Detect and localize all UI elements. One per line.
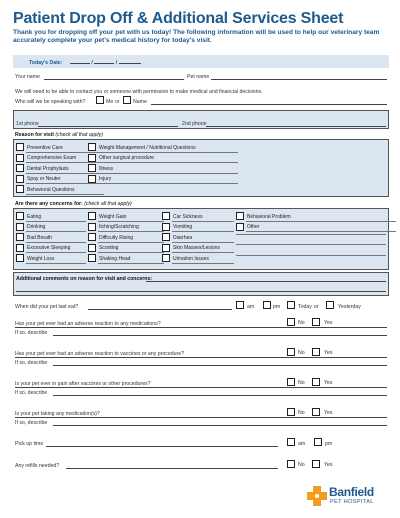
reason-0-0-rule [26,152,104,153]
concern-0-3-label: Excessive Sleeping [27,245,71,252]
pickup-pm-checkbox[interactable] [314,438,322,446]
refills-no-checkbox[interactable] [287,460,295,468]
concern-2-3-checkbox[interactable] [162,244,170,252]
concern-other-rule-2[interactable] [236,255,386,256]
speaking-name-checkbox[interactable] [123,96,131,104]
question-1-yes-label: Yes [324,350,333,356]
question-3-no-label: No [298,410,305,416]
pickup-label: Pick up time [15,441,44,447]
date-sep-2: / [115,60,118,66]
refills-field[interactable] [66,468,278,469]
speaking-me-checkbox[interactable] [96,96,104,104]
concern-2-4-rule [172,263,234,264]
reason-1-0-label: Weight Management / Nutritional Questions [99,144,196,151]
reason-0-0-label: Preventive Care [27,144,63,151]
concern-0-1-checkbox[interactable] [16,223,24,231]
comments-field-2[interactable] [16,291,386,292]
question-3-rule [15,417,387,418]
banfield-logo [307,484,391,510]
todays-date-row [13,55,389,68]
question-0-rule [15,327,387,328]
question-1-no-checkbox[interactable] [287,348,295,356]
last-ate-or-label: or [314,304,319,310]
permission-text: We will need to be able to contact you or someone with permission to make medical and financial decisions. [15,89,263,95]
reason-0-2-label: Dental Prophylaxis [27,165,69,172]
concern-3-1-rule [246,231,396,232]
refills-yes-checkbox[interactable] [312,460,320,468]
concern-2-3-rule [172,252,234,253]
reason-0-1-checkbox[interactable] [16,154,24,162]
refills-yes-label: Yes [324,462,333,468]
todays-date-label: Today's Date: [29,60,63,66]
date-month-field[interactable] [70,59,93,66]
last-ate-today-checkbox[interactable] [287,301,295,309]
last-ate-today-label: Today [298,304,312,310]
concerns-header: Are there any concerns for: (check all that apply) [15,201,132,207]
concern-0-2-rule [26,242,86,243]
concern-3-1-checkbox[interactable] [236,223,244,231]
question-0-no-label: No [298,320,305,326]
reason-0-1-label: Comprehensive Exam [27,155,77,162]
concern-1-4-rule [98,263,164,264]
concern-0-4-checkbox[interactable] [16,254,24,262]
question-2-no-label: No [298,380,305,386]
concern-3-1-label: Other [247,224,260,231]
concern-2-0-checkbox[interactable] [162,212,170,220]
reason-0-2-rule [26,173,104,174]
last-ate-am-checkbox[interactable] [236,301,244,309]
reason-1-1-label: Other surgical procedure [99,155,155,162]
question-0-describe-field[interactable] [53,335,387,336]
concern-1-0-checkbox[interactable] [88,212,96,220]
reason-1-3-label: Injury [99,176,112,183]
last-ate-yesterday-checkbox[interactable] [326,301,334,309]
question-1-rule [15,357,387,358]
date-year-field[interactable] [119,59,141,64]
concern-2-2-checkbox[interactable] [162,233,170,241]
pickup-pm-label: pm [325,441,333,447]
reason-0-1-rule [26,162,104,163]
pickup-field[interactable] [46,446,278,447]
concern-2-4-checkbox[interactable] [162,254,170,262]
reason-1-2-label: Illness [99,165,114,172]
concern-1-2-checkbox[interactable] [88,233,96,241]
date-day-field[interactable] [94,59,114,64]
reason-1-1-rule [98,162,238,163]
question-3-describe-field[interactable] [53,425,387,426]
reason-1-2-checkbox[interactable] [88,164,96,172]
concern-1-2-rule [98,242,164,243]
concern-other-rule-1[interactable] [236,244,386,245]
concern-1-3-label: Scooting [99,245,119,252]
concern-1-2-label: Difficulty Rising [99,234,134,241]
question-3-yes-label: Yes [324,410,333,416]
phone2-field[interactable] [206,126,386,127]
concern-0-2-label: Bad Breath [27,234,53,241]
concern-2-1-label: Vomiting [173,224,193,231]
concern-1-1-checkbox[interactable] [88,223,96,231]
reason-0-3-checkbox[interactable] [16,175,24,183]
speaking-me-label: Me [106,99,114,105]
question-1-describe-label: If so, describe [15,360,48,366]
question-2-label: Is your pet ever in pain after vaccines or other procedures? [15,381,151,387]
concern-0-0-label: Eating [27,213,42,220]
concern-other-rule-0[interactable] [236,234,386,235]
question-2-rule [15,387,387,388]
reason-0-3-rule [26,183,104,184]
question-1-describe-field[interactable] [53,365,387,366]
reason-0-4-checkbox[interactable] [16,185,24,193]
phone2-label: 2nd phone [182,121,207,127]
concern-2-0-rule [172,221,234,222]
concern-2-4-label: Urination Issues [173,255,209,262]
question-0-yes-label: Yes [324,320,333,326]
comments-field-1[interactable] [146,281,386,282]
reason-0-4-label: Behavioral Questions [27,186,75,193]
reason-1-0-checkbox[interactable] [88,143,96,151]
question-0-yes-checkbox[interactable] [312,318,320,326]
pickup-am-checkbox[interactable] [287,438,295,446]
last-ate-field[interactable] [88,309,232,310]
refills-label: Any refills needed? [15,463,60,469]
concern-0-3-rule [26,252,86,253]
question-1-yes-checkbox[interactable] [312,348,320,356]
concern-0-1-label: Drinking [27,224,46,231]
pet-name-field[interactable] [211,79,387,80]
concern-0-0-rule [26,221,86,222]
concern-0-0-checkbox[interactable] [16,212,24,220]
question-1-label: Has your pet ever had an adverse reaction to vaccines or any procedure? [15,351,184,357]
reason-1-0-rule [98,152,238,153]
concern-1-1-rule [98,231,164,232]
question-3-yes-checkbox[interactable] [312,408,320,416]
question-2-describe-field[interactable] [53,395,387,396]
logo-name: Banfield [329,485,374,499]
concern-0-2-checkbox[interactable] [16,233,24,241]
speaking-name-field[interactable] [151,104,387,105]
last-ate-am-label: am [247,304,255,310]
reason-1-1-checkbox[interactable] [88,154,96,162]
speaking-with-label: Who will we be speaking with? [15,99,86,105]
reason-1-3-rule [98,183,238,184]
concern-1-4-checkbox[interactable] [88,254,96,262]
refills-no-label: No [298,462,305,468]
concern-2-0-label: Car Sickness [173,213,203,220]
speaking-name-label: Name [133,99,147,105]
last-ate-pm-checkbox[interactable] [263,301,271,309]
concern-3-0-rule [246,221,396,222]
concern-2-2-rule [172,242,234,243]
concern-1-3-checkbox[interactable] [88,244,96,252]
question-1-no-label: No [298,350,305,356]
concern-0-1-rule [26,231,86,232]
concern-2-1-checkbox[interactable] [162,223,170,231]
concern-1-0-label: Weight Gain [99,213,127,220]
question-2-no-checkbox[interactable] [287,378,295,386]
concern-1-0-rule [98,221,164,222]
concern-0-4-label: Weight Loss [27,255,55,262]
intro-text: Thank you for dropping off your pet with us today! The following information will be used to help our veterinary team accurately complete your pet's medical history for today's visit. [13,29,380,45]
reason-header: Reason for visit (check all that apply) [15,132,103,138]
page-title: Patient Drop Off & Additional Services Sheet [13,10,344,27]
concern-2-2-label: Diarrhea [173,234,193,241]
date-sep-1: / [91,60,93,66]
question-0-label: Has your pet ever had an adverse reaction to any medications? [15,321,161,327]
question-0-describe-label: If so, describe [15,330,48,336]
speaking-or-label: or [115,99,120,105]
question-2-yes-label: Yes [324,380,333,386]
question-2-describe-label: If so, describe [15,390,48,396]
reason-1-3-checkbox[interactable] [88,175,96,183]
question-2-yes-checkbox[interactable] [312,378,320,386]
concern-0-3-checkbox[interactable] [16,244,24,252]
your-name-label: Your name [15,74,40,80]
concern-1-4-label: Shaking Head [99,255,131,262]
last-ate-pm-label: pm [273,304,281,310]
question-3-label: Is your pet taking any medication(s)? [15,411,100,417]
pet-name-label: Pet name [187,74,210,80]
concern-3-0-label: Behavioral Problem [247,213,291,220]
reason-1-2-rule [98,173,238,174]
question-0-no-checkbox[interactable] [287,318,295,326]
comments-header: Additional comments on reason for visit and concerns: [16,276,153,282]
reason-0-2-checkbox[interactable] [16,164,24,172]
reason-0-4-rule [26,194,104,195]
question-3-no-checkbox[interactable] [287,408,295,416]
concern-1-1-label: Itching/Scratching [99,224,139,231]
your-name-field[interactable] [44,79,184,80]
concern-0-4-rule [26,263,86,264]
last-ate-yesterday-label: Yesterday [338,304,361,310]
concern-1-3-rule [98,252,164,253]
reason-0-3-label: Spay or Neuter [27,176,61,183]
pickup-am-label: am [298,441,306,447]
phone1-label: 1st phone [16,121,39,127]
last-ate-label: When did your pet last eat? [15,304,79,310]
banfield-cross-icon [307,486,327,506]
concern-3-0-checkbox[interactable] [236,212,244,220]
reason-0-0-checkbox[interactable] [16,143,24,151]
phone1-field[interactable] [38,126,178,127]
question-3-describe-label: If so, describe [15,420,48,426]
logo-sub: PET HOSPITAL [330,499,374,505]
concern-2-3-label: Skin Masses/Lesions [173,245,220,252]
concern-2-1-rule [172,231,234,232]
